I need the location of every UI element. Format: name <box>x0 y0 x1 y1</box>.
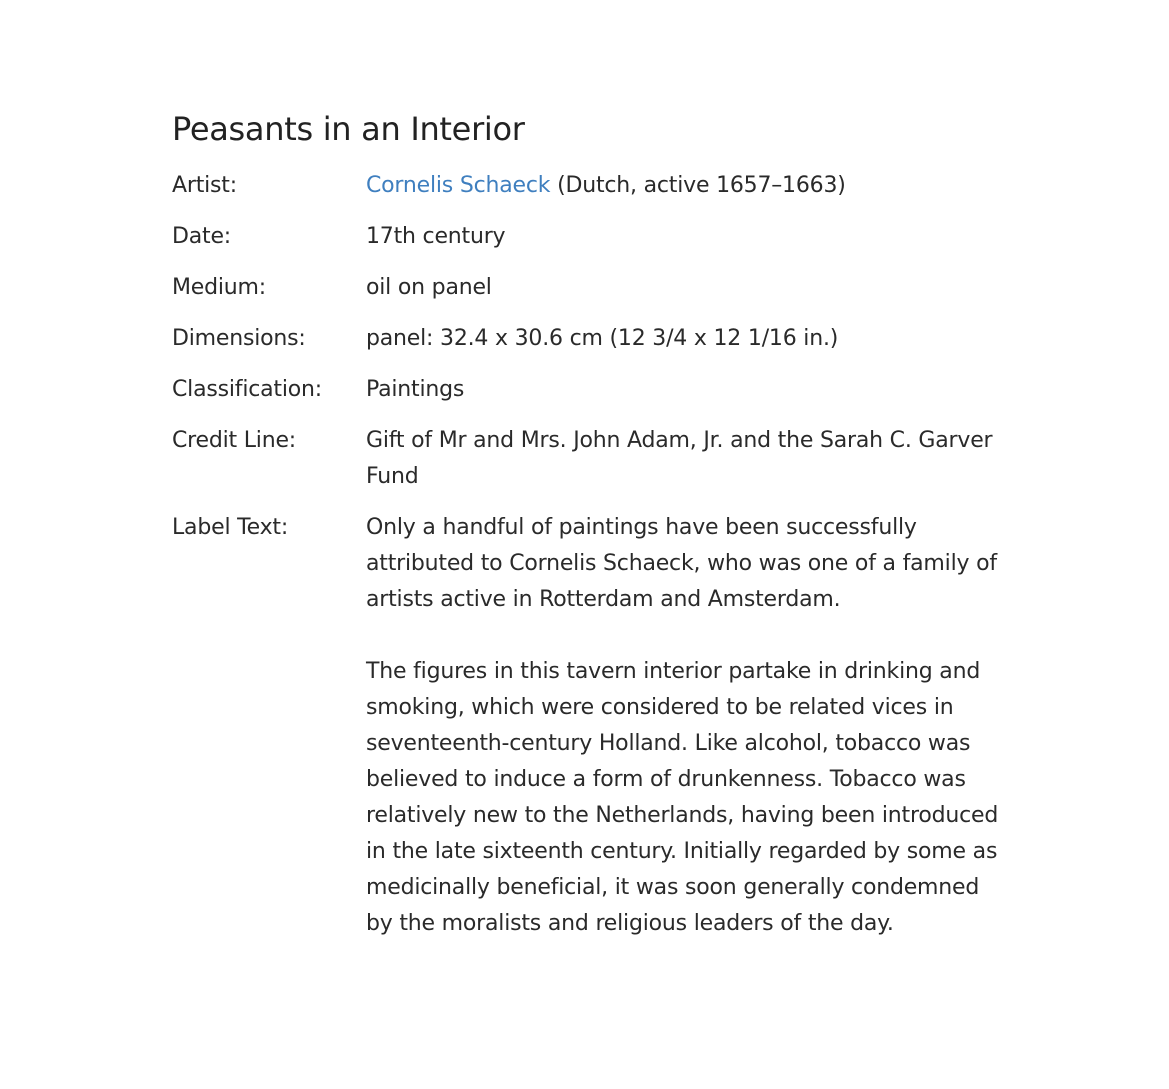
label-text-row <box>172 510 1022 942</box>
medium-value: oil on panel <box>366 275 492 300</box>
classification-label: Classification: <box>172 377 322 402</box>
credit-line-row <box>172 423 1022 495</box>
medium-label: Medium: <box>172 275 266 300</box>
label-text-label: Label Text: <box>172 515 289 540</box>
credit-line-label: Credit Line: <box>172 428 297 453</box>
classification-value: Paintings <box>366 377 465 402</box>
dimensions-row <box>172 321 1022 357</box>
artist-details: (Dutch, active 1657–1663) <box>550 173 846 198</box>
artist-row <box>172 168 1022 204</box>
date-value: 17th century <box>366 224 506 249</box>
label-text-paragraph: Only a handful of paintings have been successfully attributed to Cornelis Schaeck, who was one of a family of artists active in Rotterdam and Amsterdam. <box>366 515 997 612</box>
artist-link[interactable]: Cornelis Schaeck <box>366 173 551 198</box>
dimensions-value: panel: 32.4 x 30.6 cm (12 3/4 x 12 1/16 in.) <box>366 326 839 351</box>
label-text-value <box>366 510 1006 942</box>
page-title: Peasants in an Interior <box>172 110 525 148</box>
artist-value <box>366 168 1006 204</box>
credit-line-value: Gift of Mr and Mrs. John Adam, Jr. and the Sarah C. Garver Fund <box>366 428 993 489</box>
label-text-paragraph: The figures in this tavern interior partake in drinking and smoking, which were considered to be related vices in seventeenth-century Holland. Like alcohol, tobacco was believed to induce a form of drunkenness. Tobacco was relatively new to the Netherlands, having been introduced in the late sixteenth century. Initially regarded by some as medicinally beneficial, it was soon generally condemned by the moralists and religious leaders of the day. <box>366 659 999 936</box>
medium-row <box>172 270 1022 306</box>
date-label: Date: <box>172 224 231 249</box>
dimensions-label: Dimensions: <box>172 326 306 351</box>
classification-row <box>172 372 1022 408</box>
artist-label: Artist: <box>172 173 237 198</box>
artwork-record <box>172 106 1022 957</box>
date-row <box>172 219 1022 255</box>
